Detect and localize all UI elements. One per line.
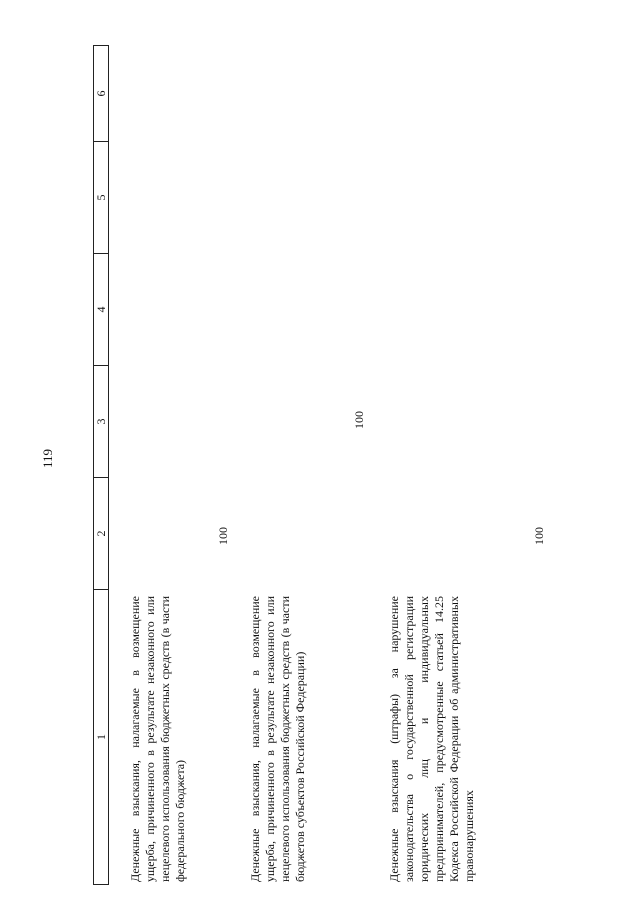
row-value: 100 — [532, 527, 546, 545]
row-description: Денежные взыскания, налагаемые в возмещение ущерба, причиненного в результате незаконного или нецелевого использования бюджетных средств (в части бюджетов субъектов Российской Федерации) — [248, 596, 307, 882]
row-value: 100 — [352, 411, 366, 429]
header-col-4: 4 — [94, 253, 108, 365]
row-description: Денежные взыскания, налагаемые в возмещение ущерба, причиненного в результате незаконного или нецелевого использования бюджетных средств (в части федерального бюджета) — [128, 596, 187, 882]
row-value: 100 — [216, 527, 230, 545]
row-description: Денежные взыскания (штрафы) за нарушение законодательства о государственной регистрации юридических лиц и индивидуальных предпринимателей, предусмотренные статьей 14.25 Кодекса Российской Федерации об административных правонарушениях — [387, 596, 476, 882]
header-col-1: 1 — [94, 589, 108, 884]
header-col-5: 5 — [94, 141, 108, 253]
page-number: 119 — [40, 448, 55, 468]
header-col-2: 2 — [94, 477, 108, 589]
header-col-6: 6 — [94, 90, 108, 97]
header-col-3: 3 — [94, 365, 108, 477]
table-header — [93, 45, 109, 885]
